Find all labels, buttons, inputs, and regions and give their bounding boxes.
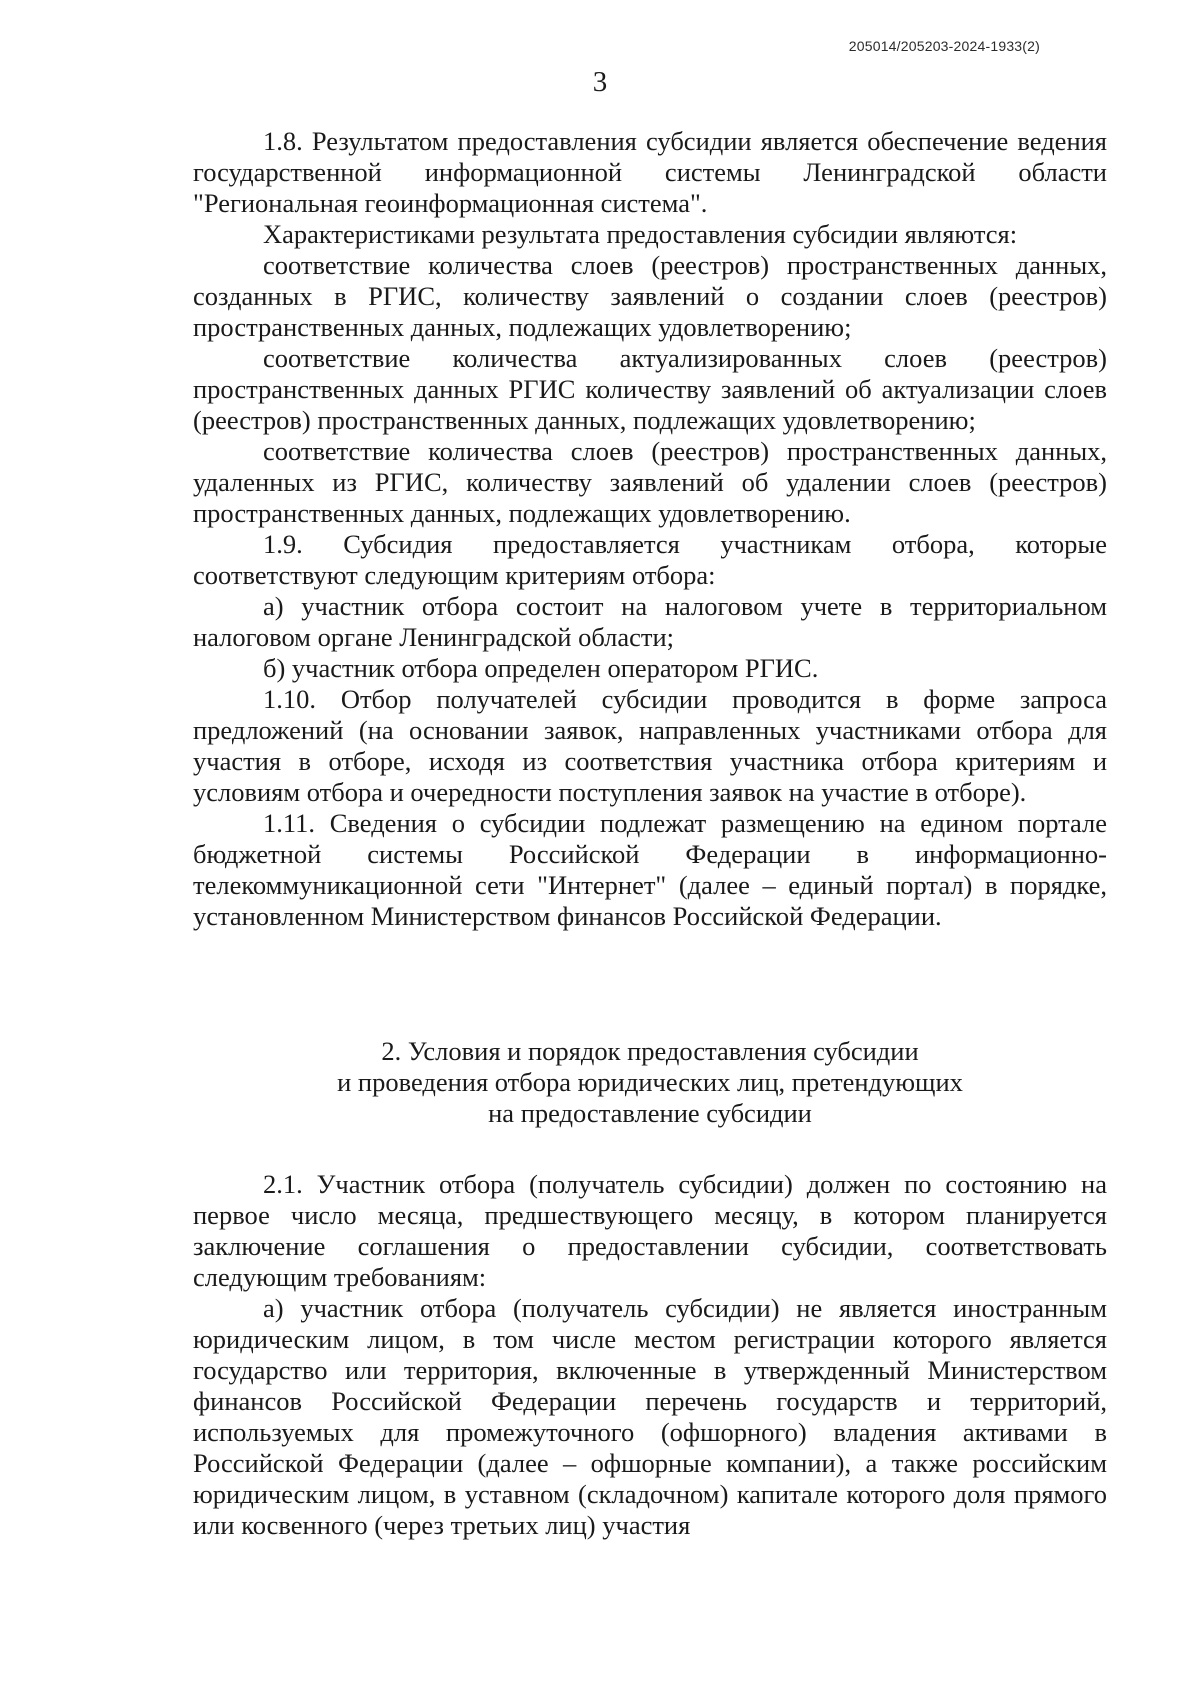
paragraph: соответствие количества слоев (реестров) пространственных данных, созданных в РГИС, количеству заявлений о создании слоев (реестров) пространственных данных, подлежащих удовлетворению;: [193, 250, 1107, 342]
document-code: 205014/205203-2024-1933(2): [848, 38, 1040, 54]
section-heading-line: 2. Условия и порядок предоставления субсидии: [381, 1036, 919, 1066]
paragraph: Характеристиками результата предоставления субсидии являются:: [263, 219, 1018, 249]
section-heading: [193, 1036, 1107, 1129]
section-heading-line: на предоставление субсидии: [488, 1098, 812, 1128]
paragraph: б) участник отбора определен оператором РГИС.: [263, 653, 819, 683]
paragraph: 1.11. Сведения о субсидии подлежат размещению на едином портале бюджетной системы Российской Федерации в информационно-телекоммуникационной сети "Интернет" (далее – единый портал) в порядке, установленном Министерством финансов Российской Федерации.: [193, 808, 1107, 931]
paragraph: 1.9. Субсидия предоставляется участникам отбора, которые соответствуют следующим критериям отбора:: [193, 529, 1107, 590]
paragraph: соответствие количества слоев (реестров) пространственных данных, удаленных из РГИС, количеству заявлений об удалении слоев (реестров) пространственных данных, подлежащих удовлетворению.: [193, 436, 1107, 528]
paragraph: 1.10. Отбор получателей субсидии проводится в форме запроса предложений (на основании заявок, направленных участниками отбора для участия в отборе, исходя из соответствия участника отбора критериям и условиям отбора и очередности поступления заявок на участие в отборе).: [193, 684, 1107, 807]
page-number: 3: [592, 66, 608, 98]
body-text-section-1: [193, 126, 1107, 932]
paragraph: 2.1. Участник отбора (получатель субсидии) должен по состоянию на первое число месяца, предшествующего месяцу, в котором планируется заключение соглашения о предоставлении субсидии, соответствовать следующим требованиям:: [193, 1169, 1107, 1292]
paragraph: соответствие количества актуализированных слоев (реестров) пространственных данных РГИС количеству заявлений об актуализации слоев (реестров) пространственных данных, подлежащих удовлетворению;: [193, 343, 1107, 435]
paragraph: а) участник отбора состоит на налоговом учете в территориальном налоговом органе Ленинградской области;: [193, 591, 1107, 652]
paragraph: а) участник отбора (получатель субсидии) не является иностранным юридическим лицом, в том числе местом регистрации которого является государство или территория, включенные в утвержденный Министерством финансов Российской Федерации перечень государств и территорий, используемых для промежуточного (офшорного) владения активами в Российской Федерации (далее – офшорные компании), а также российским юридическим лицом, в уставном (складочном) капитале которого доля прямого или косвенного (через третьих лиц) участия: [193, 1293, 1107, 1540]
paragraph: 1.8. Результатом предоставления субсидии является обеспечение ведения государственной информационной системы Ленинградской области "Региональная геоинформационная система".: [193, 126, 1107, 218]
section-heading-line: и проведения отбора юридических лиц, претендующих: [337, 1067, 963, 1097]
body-text-section-2: [193, 1169, 1107, 1541]
